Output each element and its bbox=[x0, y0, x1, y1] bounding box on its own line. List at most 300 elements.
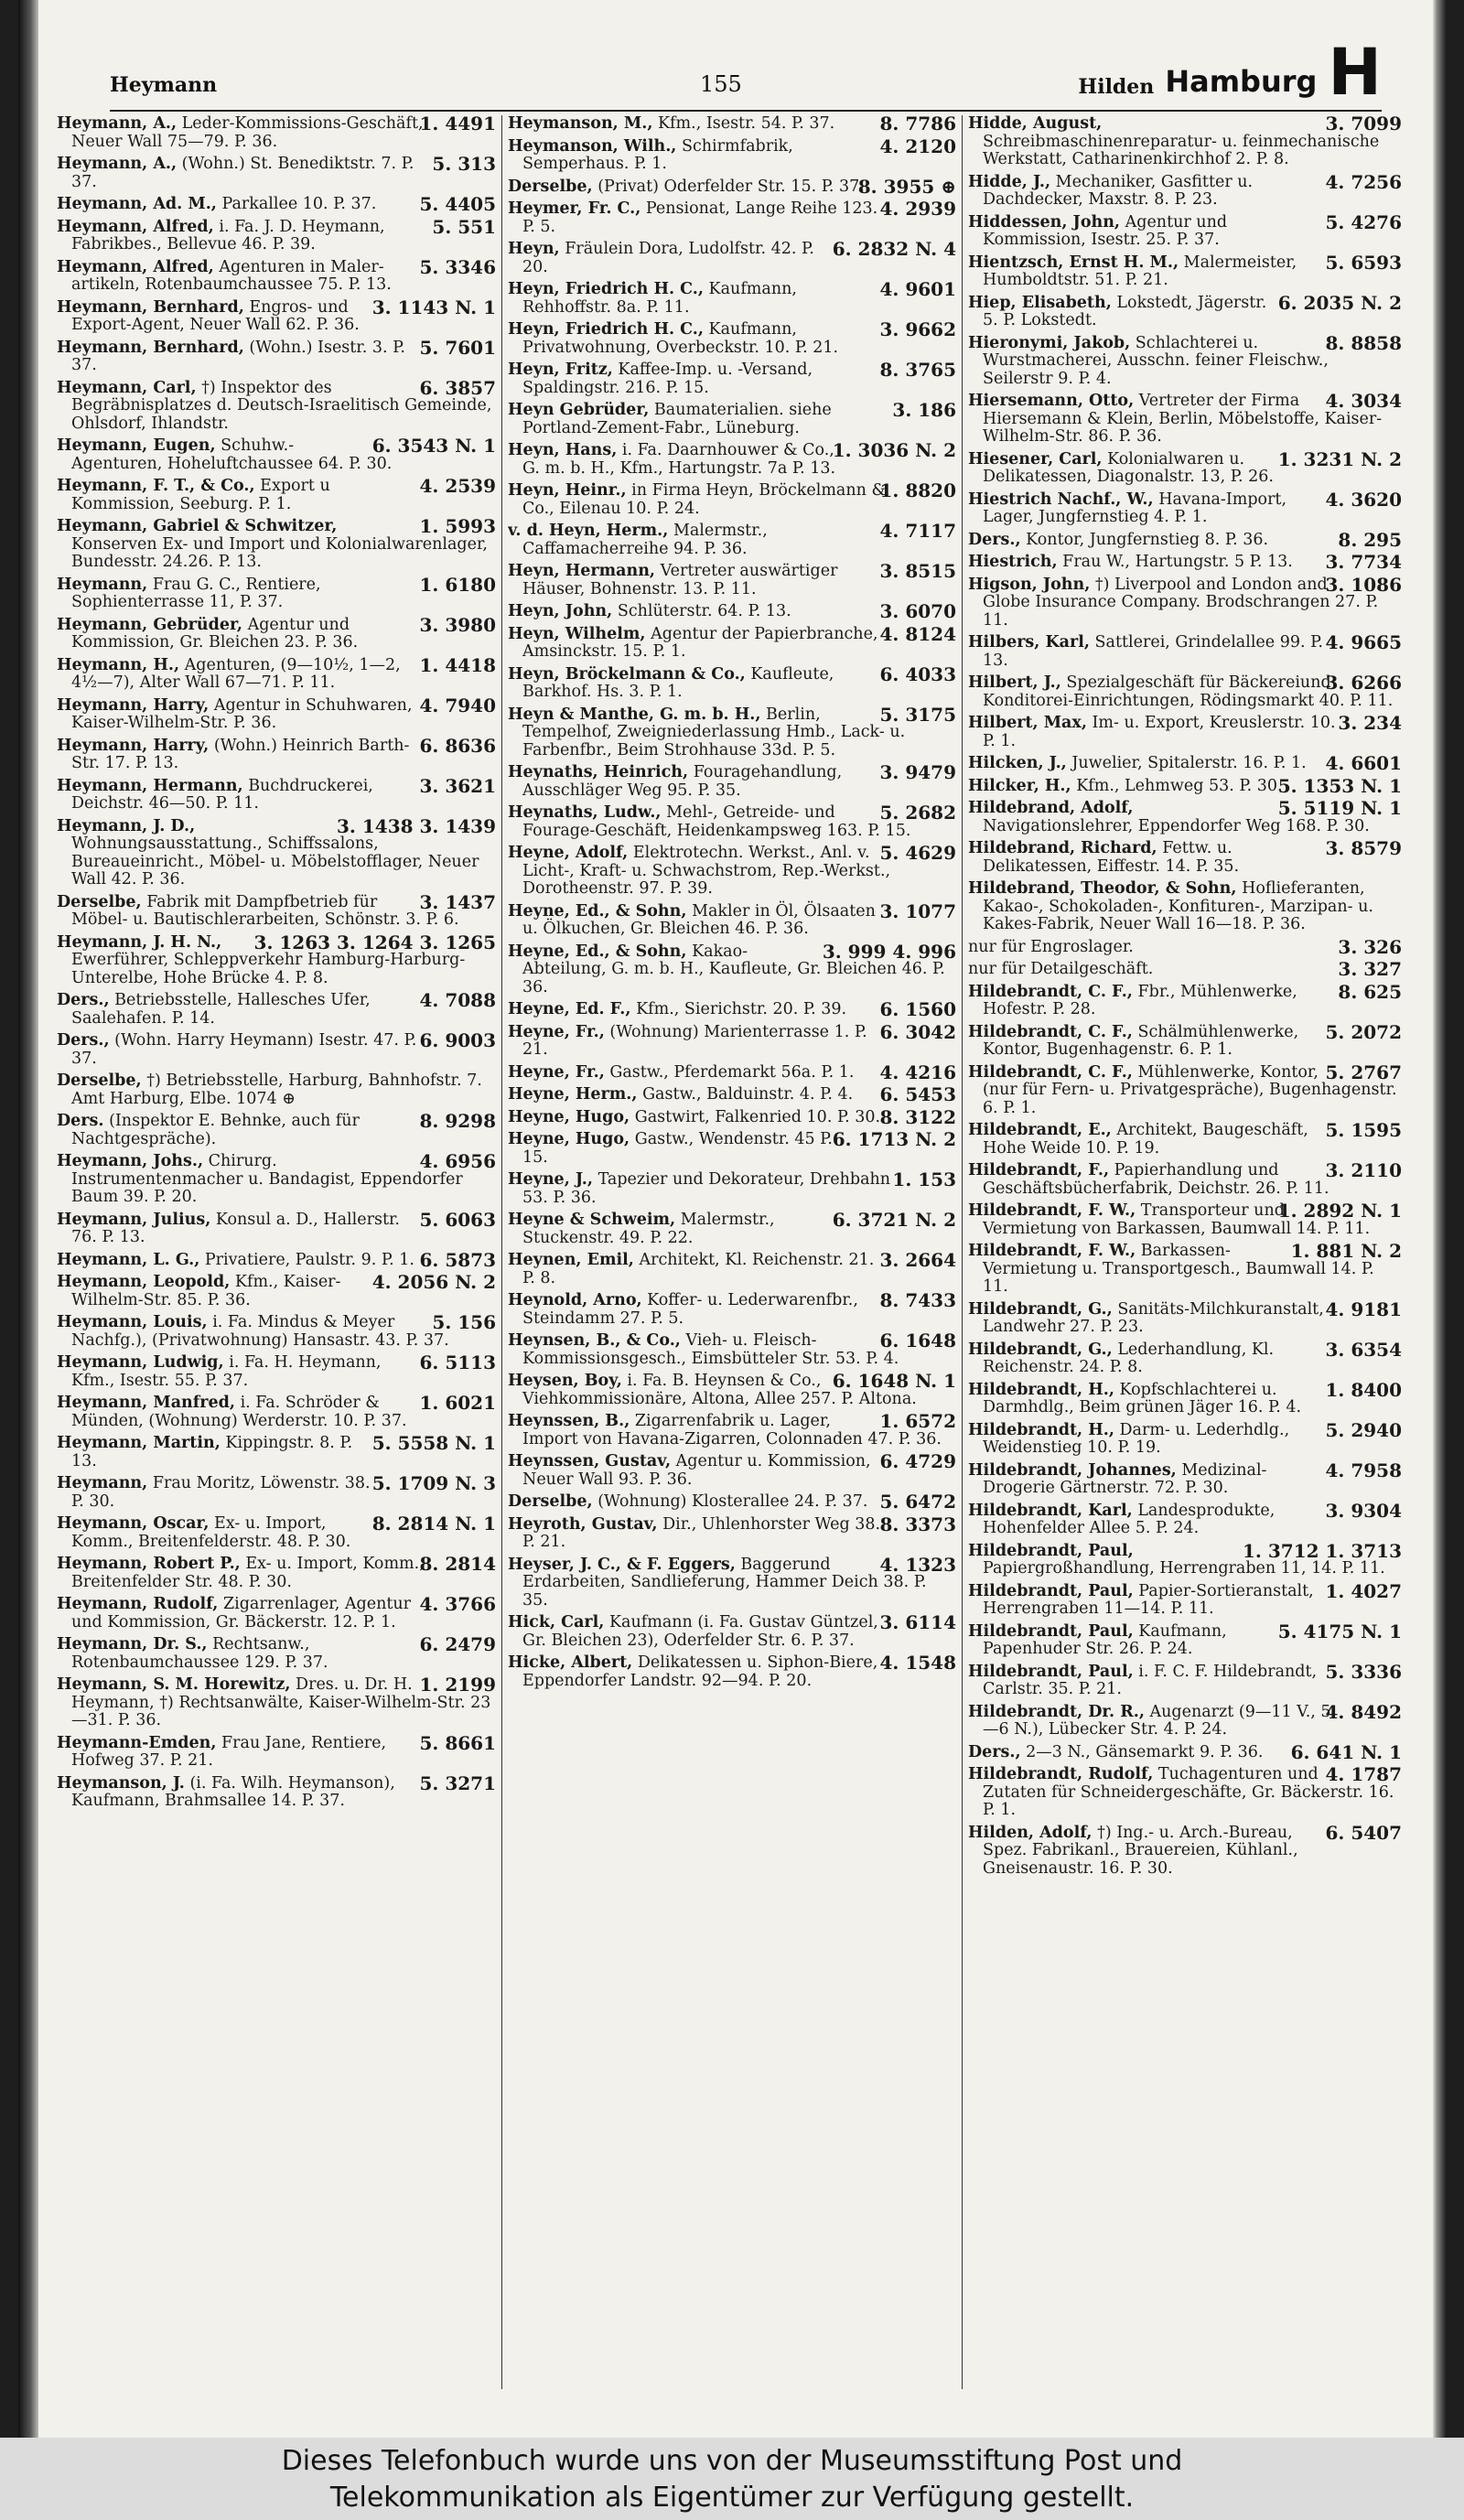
directory-entry bbox=[508, 175, 956, 198]
entry-name: Heymann, Alfred, bbox=[57, 257, 214, 276]
phone-number: 3. 2664 bbox=[879, 1249, 956, 1271]
entry-name: Heymann, Rudolf, bbox=[57, 1595, 219, 1613]
entry-name: Heymann, J. D., bbox=[57, 816, 196, 835]
directory-entry bbox=[57, 475, 496, 513]
entry-details: Leder-Kommissions-Geschäft, Neuer Wall 75—79. P. 36. bbox=[71, 115, 424, 151]
directory-entry bbox=[508, 899, 956, 939]
phone-number: 8. 2814 bbox=[419, 1553, 496, 1575]
directory-entry bbox=[57, 1029, 496, 1068]
entry-name: Heymann, Harry, bbox=[57, 736, 210, 755]
entry-name: Hildebrandt, E., bbox=[968, 1121, 1112, 1139]
phone-number: 6. 3857 bbox=[419, 376, 496, 399]
entry-details: Fettw. u. Delikatessen, Eiffestr. 14. P. 35. bbox=[983, 839, 1240, 876]
directory-entry bbox=[508, 1289, 956, 1328]
entry-details: Lederhandlung, Kl. Reichenstr. 24. P. 8. bbox=[983, 1340, 1275, 1376]
phone-number: 1. 8400 bbox=[1325, 1378, 1402, 1401]
entry-name: Derselbe, bbox=[508, 177, 593, 196]
entry-details: †) Ing.- u. Arch.-Bureau, Spez. Fabrikanl., Brauereien, Kühlanl., Gneisenaustr. 16. P. 30. bbox=[983, 1823, 1298, 1878]
entry-details: Frau Moritz, Löwenstr. 38. P. 30. bbox=[71, 1474, 371, 1511]
phone-number: 3. 186 bbox=[892, 399, 956, 421]
entry-details: Kfm., Sierichstr. 20. P. 39. bbox=[636, 1000, 847, 1018]
entry-name: Heymann, A., bbox=[57, 115, 178, 133]
directory-entry bbox=[508, 1105, 956, 1128]
entry-name: Heynold, Arno, bbox=[508, 1291, 642, 1309]
entry-name: Derselbe, bbox=[57, 892, 142, 911]
entry-details: in Firma Heyn, Bröckelmann & Co., Eilenau 10. P. 24. bbox=[522, 481, 887, 518]
phone-number: 3. 1077 bbox=[879, 899, 956, 922]
entry-details: Spezialgeschäft für Bäckereiund Konditorei-Einrichtungen, Rödingsmarkt 40. P. 11. bbox=[983, 673, 1394, 710]
entry-details: Kontor, Jungfernstieg 8. P. 36. bbox=[1026, 530, 1269, 549]
entry-name: Heyne, Ed. F., bbox=[508, 1000, 631, 1018]
directory-entry bbox=[57, 1633, 496, 1672]
entry-name: Heymann-Emden, bbox=[57, 1733, 217, 1752]
phone-number: 8. 9298 bbox=[419, 1110, 496, 1132]
phone-number: 8. 2814 N. 1 bbox=[371, 1513, 496, 1535]
directory-entry bbox=[968, 488, 1402, 527]
header-section-letter: H bbox=[1328, 35, 1382, 110]
directory-entry bbox=[508, 1249, 956, 1287]
directory-entry bbox=[508, 1209, 956, 1247]
entry-details: Navigationslehrer, Eppendorfer Weg 168. P. 30. bbox=[983, 816, 1370, 835]
entry-name: Hilcken, J., bbox=[968, 754, 1067, 772]
entry-details: Barkassen-Vermietung u. Transportgesch., Baumwall 14. P. 11. bbox=[983, 1242, 1374, 1296]
entry-details: †) Betriebsstelle, Harburg, Bahnhofstr. 7. Amt Harburg, Elbe. 1074 ⊕ bbox=[71, 1072, 482, 1108]
phone-number: 5. 4276 bbox=[1325, 210, 1402, 233]
entry-name: Heyn, Hans, bbox=[508, 441, 618, 459]
directory-entry bbox=[57, 694, 496, 733]
phone-number: 4. 7940 bbox=[419, 694, 496, 716]
directory-entry bbox=[968, 1620, 1402, 1659]
entry-details: Privatiere, Paulstr. 9. P. 1. bbox=[204, 1250, 414, 1269]
phone-number: 6. 1648 N. 1 bbox=[832, 1370, 956, 1392]
entry-name: Heymann, Leopold, bbox=[57, 1273, 231, 1291]
phone-number: 4. 7958 bbox=[1325, 1459, 1402, 1481]
entry-details: Sanitäts-Milchkuranstalt, Landwehr 27. P. 23. bbox=[983, 1299, 1324, 1336]
entry-name: Heymann, Robert P., bbox=[57, 1555, 241, 1573]
directory-entry bbox=[508, 278, 956, 317]
entry-name: Heymann, Louis, bbox=[57, 1313, 208, 1331]
directory-entry bbox=[508, 439, 956, 478]
directory-entry bbox=[968, 958, 1402, 980]
directory-entry bbox=[508, 1410, 956, 1448]
entry-name: Hildebrandt, F., bbox=[968, 1161, 1110, 1179]
phone-number: 3. 9479 bbox=[879, 761, 956, 783]
entry-details: Rechtsanw., Rotenbaumchaussee 129. P. 37. bbox=[71, 1635, 328, 1672]
phone-number: 6. 4033 bbox=[879, 662, 956, 685]
directory-entry bbox=[968, 1740, 1402, 1763]
entry-name: Derselbe, bbox=[508, 1492, 593, 1511]
phone-number: 5. 2072 bbox=[1325, 1020, 1402, 1043]
directory-entry bbox=[968, 797, 1402, 835]
directory-columns bbox=[48, 115, 1402, 2389]
phone-number: 6. 1648 bbox=[879, 1330, 956, 1352]
directory-entry bbox=[508, 600, 956, 622]
entry-details: Zigarrenlager, Agentur und Kommission, Gr. Bäckerstr. 12. P. 1. bbox=[71, 1595, 412, 1632]
entry-name: Heyn, Fritz, bbox=[508, 361, 613, 379]
phone-number: 3. 3980 bbox=[419, 613, 496, 636]
directory-entry bbox=[57, 336, 496, 375]
directory-entry bbox=[57, 1271, 496, 1309]
entry-details: i. Fa. B. Heynsen & Co., Viehkommissionäre, Altona, Allee 257. P. Altona. bbox=[522, 1372, 917, 1408]
directory-entry bbox=[57, 1676, 496, 1730]
directory-entry bbox=[57, 255, 496, 295]
directory-entry bbox=[968, 1240, 1402, 1297]
entry-name: Hildebrandt, Dr. R., bbox=[968, 1702, 1145, 1721]
phone-number: 5. 7601 bbox=[419, 336, 496, 359]
notice-line-2: Telekommunikation als Eigentümer zur Verfügung gestellt. bbox=[329, 2482, 1135, 2514]
phone-number: 5. 4405 bbox=[419, 193, 496, 215]
phone-number: 3. 7734 bbox=[1325, 551, 1402, 573]
entry-details: Schälmühlenwerke, Kontor, Bugenhagenstr. 6. P. 1. bbox=[983, 1022, 1299, 1059]
directory-entry bbox=[57, 153, 496, 191]
phone-number: 4. 9665 bbox=[1325, 631, 1402, 653]
entry-name: Heyne, Hugo, bbox=[508, 1107, 630, 1126]
entry-details: Dir., Uhlenhorster Weg 38. P. 21. bbox=[522, 1514, 881, 1551]
entry-name: Heymanson, M., bbox=[508, 115, 653, 133]
directory-entry bbox=[57, 215, 496, 254]
entry-name: Heynaths, Ludw., bbox=[508, 803, 662, 822]
directory-entry bbox=[57, 115, 496, 151]
directory-entry bbox=[508, 998, 956, 1020]
phone-number: 6. 5113 bbox=[419, 1352, 496, 1373]
directory-entry bbox=[508, 1370, 956, 1408]
entry-details: Schlachterei u. Wurstmacherei, Ausschn. feiner Fleischw., Seilerstr 9. P. 4. bbox=[983, 333, 1329, 388]
entry-details: Im- u. Export, Kreuslerstr. 10. P. 1. bbox=[983, 714, 1336, 750]
directory-entry bbox=[508, 135, 956, 174]
phone-number: 3. 1086 bbox=[1325, 573, 1402, 596]
entry-details: Kopfschlachterei u. Darmhdlg., Beim grünen Jäger 16. P. 4. bbox=[983, 1380, 1302, 1416]
column-1 bbox=[57, 115, 496, 2389]
entry-name: Heymann, bbox=[57, 575, 148, 594]
directory-entry bbox=[968, 712, 1402, 750]
directory-entry bbox=[57, 376, 496, 434]
directory-entry bbox=[508, 200, 956, 236]
directory-entry bbox=[508, 560, 956, 598]
directory-entry bbox=[968, 631, 1402, 670]
directory-entry bbox=[968, 980, 1402, 1019]
directory-entry bbox=[968, 115, 1402, 169]
entry-details: Darm- u. Lederhdlg., Weidenstieg 10. P. 19. bbox=[983, 1420, 1290, 1457]
entry-details: Parkallee 10. P. 37. bbox=[221, 195, 377, 213]
entry-details: Tuchagenturen und Zutaten für Schneidergeschäfte, Gr. Bäckerstr. 16. P. 1. bbox=[983, 1765, 1394, 1819]
entry-name: Heymanson, Wilh., bbox=[508, 136, 677, 156]
header-last-entry: Hilden bbox=[1078, 75, 1155, 99]
entry-details: Betriebsstelle, Hallesches Ufer, Saalehafen. P. 14. bbox=[71, 991, 371, 1028]
phone-number: 1. 6572 bbox=[879, 1410, 956, 1432]
phone-number: 3. 2110 bbox=[1325, 1159, 1402, 1181]
phone-number: 5. 6472 bbox=[879, 1491, 956, 1513]
entry-name: Hiesener, Carl, bbox=[968, 449, 1103, 468]
phone-number: 1. 5993 bbox=[419, 515, 496, 537]
entry-details: Vertreter auswärtiger Häuser, Bohnenstr. 13. P. 11. bbox=[522, 562, 838, 598]
phone-number: 5. 4175 N. 1 bbox=[1277, 1620, 1402, 1642]
phone-number: 1. 2199 bbox=[419, 1674, 496, 1696]
directory-entry bbox=[57, 515, 496, 572]
directory-entry bbox=[968, 752, 1402, 774]
phone-number: 5. 4629 bbox=[879, 842, 956, 864]
directory-entry bbox=[508, 1513, 956, 1552]
entry-details: Kaufleute, Barkhof. Hs. 3. P. 1. bbox=[522, 664, 834, 701]
entry-details: Ex- u. Import, Komm., Breitenfelder Str. 48. P. 30. bbox=[71, 1555, 425, 1591]
entry-details: Schreibmaschinenreparatur- u. feinmechanische Werkstatt, Catharinenkirchhof 2. P. 8. bbox=[983, 132, 1380, 168]
entry-name: Heymann, Ad. M., bbox=[57, 195, 217, 213]
entry-name: Hildebrand, Adolf, bbox=[968, 799, 1134, 817]
entry-name: Hilbert, Max, bbox=[968, 714, 1087, 732]
phone-number: 8. 3373 bbox=[879, 1513, 956, 1535]
directory-entry bbox=[968, 1763, 1402, 1820]
entry-name: Heynssen, B., bbox=[508, 1412, 630, 1430]
directory-entry bbox=[57, 1150, 496, 1207]
phone-number: 5. 8661 bbox=[419, 1731, 496, 1754]
entry-details: (Wohn.) Heinrich Barth-Str. 17. P. 13. bbox=[71, 736, 410, 772]
entry-name: Hildebrandt, G., bbox=[968, 1340, 1113, 1359]
entry-name: Hildebrandt, Paul, bbox=[968, 1621, 1134, 1641]
phone-number: 5. 3271 bbox=[419, 1772, 496, 1794]
entry-name: Hildebrandt, G., bbox=[968, 1299, 1113, 1319]
entry-name: Heyser, J. C., & F. Eggers, bbox=[508, 1555, 736, 1574]
phone-number: 1. 6180 bbox=[419, 573, 496, 596]
entry-details: Agentur und Kommission, Gr. Bleichen 23. P. 36. bbox=[71, 615, 359, 652]
phone-number: 4. 7256 bbox=[1325, 170, 1402, 193]
entry-details: Mechaniker, Gasfitter u. Dachdecker, Maxstr. 8. P. 23. bbox=[983, 172, 1254, 209]
entry-name: Hildebrandt, Paul, bbox=[968, 1541, 1134, 1560]
directory-entry bbox=[968, 1159, 1402, 1198]
entry-name: Heymer, Fr. C., bbox=[508, 199, 641, 218]
entry-name: Hildebrandt, F. W., bbox=[968, 1242, 1136, 1260]
phone-number: 6. 1713 N. 2 bbox=[832, 1128, 956, 1150]
directory-entry bbox=[57, 1354, 496, 1390]
directory-entry bbox=[968, 291, 1402, 330]
entry-details: Architekt, Kl. Reichenstr. 21. P. 8. bbox=[522, 1251, 875, 1287]
entry-name: Heyne, Fr., bbox=[508, 1022, 605, 1041]
directory-entry bbox=[968, 551, 1402, 573]
directory-entry bbox=[57, 1110, 496, 1148]
directory-entry bbox=[57, 1553, 496, 1591]
entry-details: Hoflieferanten, Kakao-, Schokoladen-, Konfituren-, Marzipan- u. Kakes-Fabrik, Neuer Wall 16—18. P. 36. bbox=[983, 879, 1373, 933]
entry-details: Kolonialwaren u. Delikatessen, Diagonalstr. 13, P. 26. bbox=[983, 449, 1274, 486]
entry-name: Heymann, bbox=[57, 1474, 148, 1492]
entry-details: Medizinal-Drogerie Gärtnerstr. 72. P. 30. bbox=[983, 1460, 1267, 1497]
directory-entry bbox=[968, 1539, 1402, 1578]
entry-name: Heyn Gebrüder, bbox=[508, 401, 650, 419]
phone-number: 5. 6593 bbox=[1325, 251, 1402, 274]
entry-name: Hiddessen, John, bbox=[968, 212, 1121, 232]
phone-number: 5. 2767 bbox=[1325, 1061, 1402, 1083]
entry-details: Chirurg. Instrumentenmacher u. Bandagist, Eppendorfer Baum 39. P. 20. bbox=[71, 1152, 463, 1206]
entry-details: Papier-Sortieranstalt, Herrengraben 11—14. P. 11. bbox=[983, 1581, 1314, 1618]
entry-details: Ex- u. Import, Komm., Breitenfelderstr. 48. P. 30. bbox=[71, 1514, 351, 1551]
directory-entry bbox=[968, 1660, 1402, 1699]
entry-name: Heynen, Emil, bbox=[508, 1251, 634, 1269]
directory-entry bbox=[508, 842, 956, 899]
entry-name: Heymann, H., bbox=[57, 655, 180, 674]
phone-number: 5. 6063 bbox=[419, 1208, 496, 1231]
entry-name: Heymann, Eugen, bbox=[57, 436, 216, 455]
phone-number: 1. 4027 bbox=[1325, 1579, 1402, 1602]
directory-entry bbox=[968, 170, 1402, 210]
phone-number: 1. 2892 N. 1 bbox=[1277, 1200, 1402, 1222]
phone-number: 6. 3721 N. 2 bbox=[832, 1209, 956, 1231]
directory-entry bbox=[57, 931, 496, 988]
phone-number: 3. 8515 bbox=[879, 560, 956, 582]
phone-number: 8. 3122 bbox=[879, 1105, 956, 1128]
phone-number: 8. 3765 bbox=[879, 359, 956, 381]
entry-name: Heyroth, Gustav, bbox=[508, 1514, 658, 1534]
entry-details: Kaffee-Imp. u. -Versand, Spaldingstr. 216. P. 15. bbox=[522, 361, 813, 397]
entry-details: Landesprodukte, Hohenfelder Allee 5. P. 24. bbox=[983, 1501, 1276, 1537]
directory-entry bbox=[968, 1119, 1402, 1158]
phone-number: 3. 234 bbox=[1338, 712, 1402, 734]
directory-entry bbox=[57, 613, 496, 652]
directory-entry bbox=[968, 390, 1402, 447]
entry-details: Konsul a. D., Hallerstr. 76. P. 13. bbox=[71, 1210, 400, 1246]
directory-entry bbox=[968, 251, 1402, 290]
phone-number: 4. 2939 bbox=[879, 198, 956, 220]
entry-details: i. Fa. H. Heymann, Kfm., Isestr. 55. P. 37. bbox=[71, 1353, 382, 1390]
entry-name: Heymann, A., bbox=[57, 155, 178, 173]
entry-name: Hilbert, J., bbox=[968, 673, 1061, 692]
directory-entry bbox=[57, 1248, 496, 1271]
directory-entry bbox=[508, 1450, 956, 1489]
phone-number: 8. 7433 bbox=[879, 1289, 956, 1311]
entry-details: i. F. C. F. Hildebrandt, Carlstr. 35. P. 21. bbox=[983, 1662, 1318, 1698]
header-rule bbox=[110, 110, 1382, 112]
entry-details: Mühlenwerke, Kontor, (nur für Fern- u. Privatgespräche), Bugenhagenstr. 6. P. 1. bbox=[983, 1062, 1397, 1117]
entry-details: †) Inspektor des Begräbnisplatzes d. Deutsch-Israelitisch Gemeinde, Ohlsdorf, Ihlandstr. bbox=[71, 378, 492, 433]
header-first-entry: Heymann bbox=[110, 73, 218, 97]
phone-number: 4. 3034 bbox=[1325, 390, 1402, 412]
directory-entry bbox=[508, 1553, 956, 1610]
entry-name: Hick, Carl, bbox=[508, 1613, 605, 1632]
entry-details: Agentur in Schuhwaren, Kaiser-Wilhelm-Str. P. 36. bbox=[71, 695, 413, 732]
directory-entry bbox=[57, 1392, 496, 1430]
entry-name: Heymann, S. M. Horewitz, bbox=[57, 1675, 291, 1694]
entry-details: Delikatessen u. Siphon-Biere, Eppendorfer Landstr. 92—94. P. 20. bbox=[522, 1653, 878, 1690]
entry-name: Hilcker, H., bbox=[968, 776, 1071, 795]
directory-entry bbox=[57, 890, 496, 930]
entry-name: Hildebrandt, C. F., bbox=[968, 1022, 1133, 1041]
phone-number: 8. 8858 bbox=[1325, 331, 1402, 354]
directory-entry bbox=[57, 653, 496, 693]
directory-entry bbox=[508, 1083, 956, 1105]
entry-name: Heyne, J., bbox=[508, 1170, 593, 1189]
directory-entry bbox=[968, 1700, 1402, 1739]
phone-number: 5. 551 bbox=[432, 215, 496, 238]
column-2 bbox=[508, 115, 956, 2389]
entry-name: Ders. bbox=[57, 1112, 104, 1130]
page-number: 155 bbox=[700, 71, 742, 97]
entry-details: (i. Fa. Wilh. Heymanson), Kaufmann, Brahmsallee 14. P. 37. bbox=[71, 1773, 395, 1810]
directory-entry bbox=[968, 1579, 1402, 1619]
phone-number: 6. 2479 bbox=[419, 1633, 496, 1655]
entry-details: Schirmfabrik, Semperhaus. P. 1. bbox=[522, 136, 793, 173]
column-divider bbox=[962, 115, 963, 2389]
phone-number: 3. 6070 bbox=[879, 600, 956, 622]
entry-name: Heyne, Hugo, bbox=[508, 1130, 630, 1148]
phone-number: 3. 6354 bbox=[1325, 1338, 1402, 1361]
directory-entry bbox=[508, 1611, 956, 1650]
notice-line-1: Dieses Telefonbuch wurde uns von der Museumsstiftung Post und bbox=[281, 2445, 1183, 2477]
directory-entry bbox=[57, 1772, 496, 1811]
column-3 bbox=[968, 115, 1402, 2389]
entry-name: Heymann, L. G., bbox=[57, 1250, 200, 1269]
directory-entry bbox=[968, 573, 1402, 630]
entry-name: Heyn, bbox=[508, 240, 560, 258]
phone-number: 4. 9181 bbox=[1325, 1298, 1402, 1320]
header-city: Hamburg bbox=[1165, 64, 1318, 99]
directory-entry bbox=[968, 1459, 1402, 1498]
directory-entry bbox=[508, 761, 956, 800]
entry-details: Koffer- u. Lederwarenfbr., Steindamm 27. P. 5. bbox=[522, 1291, 858, 1328]
entry-name: Heyn, Heinr., bbox=[508, 481, 627, 500]
directory-entry bbox=[508, 115, 956, 134]
entry-details: Kaufmann, Rehhoffstr. 8a. P. 11. bbox=[522, 280, 797, 317]
entry-details: Elektrotechn. Werkst., Anl. v. Licht-, Kraft- u. Schwachstrom, Rep.-Werkst., Dorotheenstr. 97. P. 39. bbox=[522, 844, 891, 898]
entry-details: (Wohnung) Marienterrasse 1. P. 21. bbox=[522, 1022, 867, 1059]
entry-details: Augenarzt (9—11 V., 5—6 N.), Lübecker Str. 4. P. 24. bbox=[983, 1702, 1331, 1739]
phone-number: 6. 641 N. 1 bbox=[1290, 1740, 1402, 1763]
phone-number: 3. 3621 bbox=[419, 774, 496, 797]
phone-number: 5. 2940 bbox=[1325, 1418, 1402, 1441]
entry-details: Agenturen, (9—10½, 1—2, 4½—7), Alter Wall 67—71. P. 11. bbox=[71, 655, 401, 692]
phone-number: 8. 295 bbox=[1338, 528, 1402, 551]
directory-entry bbox=[968, 331, 1402, 389]
entry-details: nur für Detailgeschäft. bbox=[968, 960, 1154, 978]
directory-entry bbox=[968, 1418, 1402, 1458]
header-range bbox=[1078, 35, 1382, 110]
entry-details: Frau Jane, Rentiere, Hofweg 37. P. 21. bbox=[71, 1733, 387, 1770]
entry-details: Kaufmann (i. Fa. Gustav Güntzel, Gr. Bleichen 23), Oderfelder Str. 6. P. 37. bbox=[522, 1613, 878, 1650]
entry-name: Hientzsch, Ernst H. M., bbox=[968, 253, 1179, 272]
entry-details: Baumaterialien. siehe Portland-Zement-Fabr., Lüneburg. bbox=[522, 401, 832, 437]
entry-details: Kippingstr. 8. P. 13. bbox=[71, 1434, 353, 1470]
entry-details: Sattlerei, Grindelallee 99. P. 13. bbox=[983, 633, 1323, 670]
entry-name: Heymann, F. T., & Co., bbox=[57, 477, 255, 495]
directory-entry bbox=[968, 674, 1402, 710]
entry-name: Heymann, Johs., bbox=[57, 1152, 204, 1170]
entry-name: Ders., bbox=[968, 1742, 1021, 1761]
entry-details: Juwelier, Spitalerstr. 16. P. 1. bbox=[1071, 754, 1307, 772]
phone-number: 5. 1595 bbox=[1325, 1119, 1402, 1141]
phone-number: 6. 5407 bbox=[1325, 1821, 1402, 1844]
entry-name: Hildebrandt, H., bbox=[968, 1420, 1114, 1439]
phone-number: 1. 6021 bbox=[419, 1392, 496, 1414]
phone-number: 3. 9662 bbox=[879, 318, 956, 340]
entry-details: Kfm., Kaiser-Wilhelm-Str. 85. P. 36. bbox=[71, 1273, 341, 1309]
directory-entry bbox=[57, 774, 496, 813]
ownership-notice bbox=[0, 2438, 1464, 2520]
phone-number: 6. 3042 bbox=[879, 1020, 956, 1043]
entry-name: Heymann, Julius, bbox=[57, 1210, 211, 1229]
entry-name: Heyne & Schweim, bbox=[508, 1211, 676, 1229]
phone-number: 1. 4418 bbox=[419, 653, 496, 676]
phone-number: 1. 3712 1. 3713 bbox=[1243, 1539, 1402, 1562]
entry-details: Engros- und Export-Agent, Neuer Wall 62. P. 36. bbox=[71, 297, 360, 334]
entry-name: Derselbe, bbox=[57, 1072, 142, 1090]
directory-page bbox=[18, 0, 1446, 2438]
entry-name: Heysen, Boy, bbox=[508, 1372, 622, 1390]
phone-number: 4. 3766 bbox=[419, 1593, 496, 1615]
phone-number: 6. 8636 bbox=[419, 734, 496, 757]
entry-name: Hildebrand, Theodor, & Sohn, bbox=[968, 879, 1237, 898]
directory-entry bbox=[57, 1731, 496, 1771]
entry-details: (Privat) Oderfelder Str. 15. P. 37. bbox=[597, 177, 865, 196]
phone-number: 4. 2056 N. 2 bbox=[371, 1271, 496, 1293]
entry-details: Export u Kommission, Seeburg. P. 1. bbox=[71, 477, 330, 513]
entry-name: Hildebrandt, H., bbox=[968, 1380, 1114, 1399]
directory-entry bbox=[508, 522, 956, 558]
entry-name: Heymann, Oscar, bbox=[57, 1514, 210, 1533]
